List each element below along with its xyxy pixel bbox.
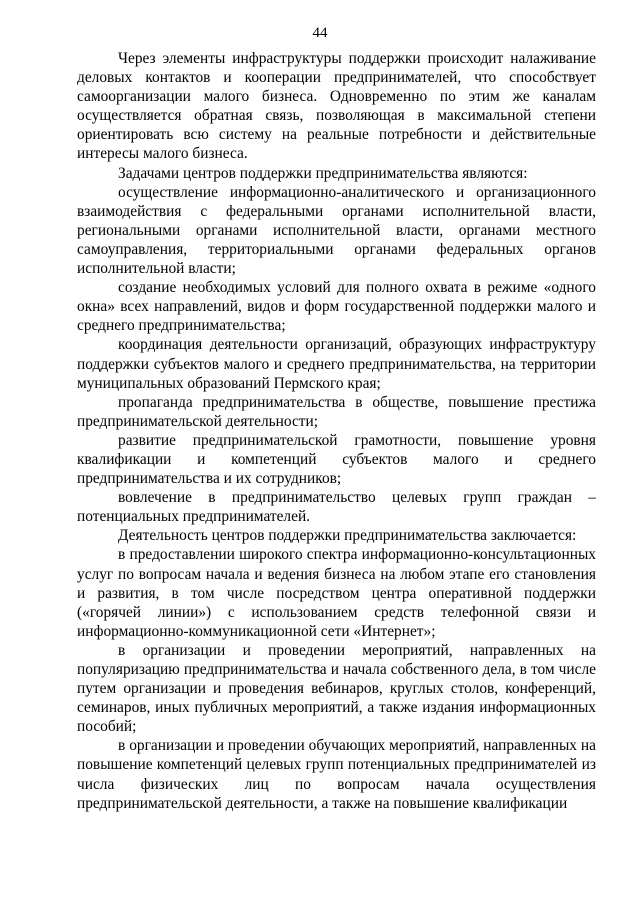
body-text <box>77 49 596 813</box>
paragraph-activity-training: в организации и проведении обучающих мероприятий, направленных на повышение компетенций целевых групп потенциальных предпринимателей из числа физических лиц по вопросам начала осуществления предпринимательской деятельности, а также на повышение квалификации <box>77 737 596 812</box>
paragraph-activity-heading: Деятельность центров поддержки предпринимательства заключается: <box>118 527 577 545</box>
paragraph-task-one-window: создание необходимых условий для полного охвата в режиме «одного окна» всех направлений, видов и форм государственной поддержки малого и среднего предпринимательства; <box>77 279 596 335</box>
paragraph-task-involvement: вовлечение в предпринимательство целевых групп граждан – потенциальных предпринимателей. <box>77 489 596 526</box>
paragraph-tasks-heading: Задачами центров поддержки предпринимательства являются: <box>118 164 528 182</box>
paragraph-infrastructure-intro: Через элементы инфраструктуры поддержки происходит налаживание деловых контактов и кооперации предпринимателей, что способствует самоорганизации малого бизнеса. Одновременно по этим же каналам осуществляется обратная связь, позволяющая в максимальной степени ориентировать всю систему на реальные потребности и действительные интересы малого бизнеса. <box>77 50 596 163</box>
page-number: 44 <box>312 25 328 41</box>
paragraph-task-coordination: координация деятельности организаций, образующих инфраструктуру поддержки субъектов малого и среднего предпринимательства, на территории муниципальных образований Пермского края; <box>77 336 596 392</box>
paragraph-task-interaction: осуществление информационно-аналитического и организационного взаимодействия с федеральными органами исполнительной власти, региональными органами исполнительной власти, органами местного самоуправления, территориальными органами федеральных органов исполнительной власти; <box>77 183 596 278</box>
paragraph-activity-consulting: в предоставлении широкого спектра информационно-консультационных услуг по вопросам начала и ведения бизнеса на любом этапе его становления и развития, в том числе посредством центра оперативной поддержки («горячей линии») с использованием средств телефонной связи и информационно-коммуникационной сети «Интернет»; <box>77 546 596 640</box>
paragraph-activity-events: в организации и проведении мероприятий, направленных на популяризацию предпринимательства и начала собственного дела, в том числе путем организации и проведения вебинаров, круглых столов, конференций, семинаров, иных публичных мероприятий, а также издания информационных пособий; <box>77 641 596 736</box>
paragraph-task-literacy: развитие предпринимательской грамотности, повышение уровня квалификации и компетенций субъектов малого и среднего предпринимательства и их сотрудников; <box>77 431 596 488</box>
paragraph-task-promotion: пропаганда предпринимательства в обществе, повышение престижа предпринимательской деятельности; <box>77 393 596 430</box>
